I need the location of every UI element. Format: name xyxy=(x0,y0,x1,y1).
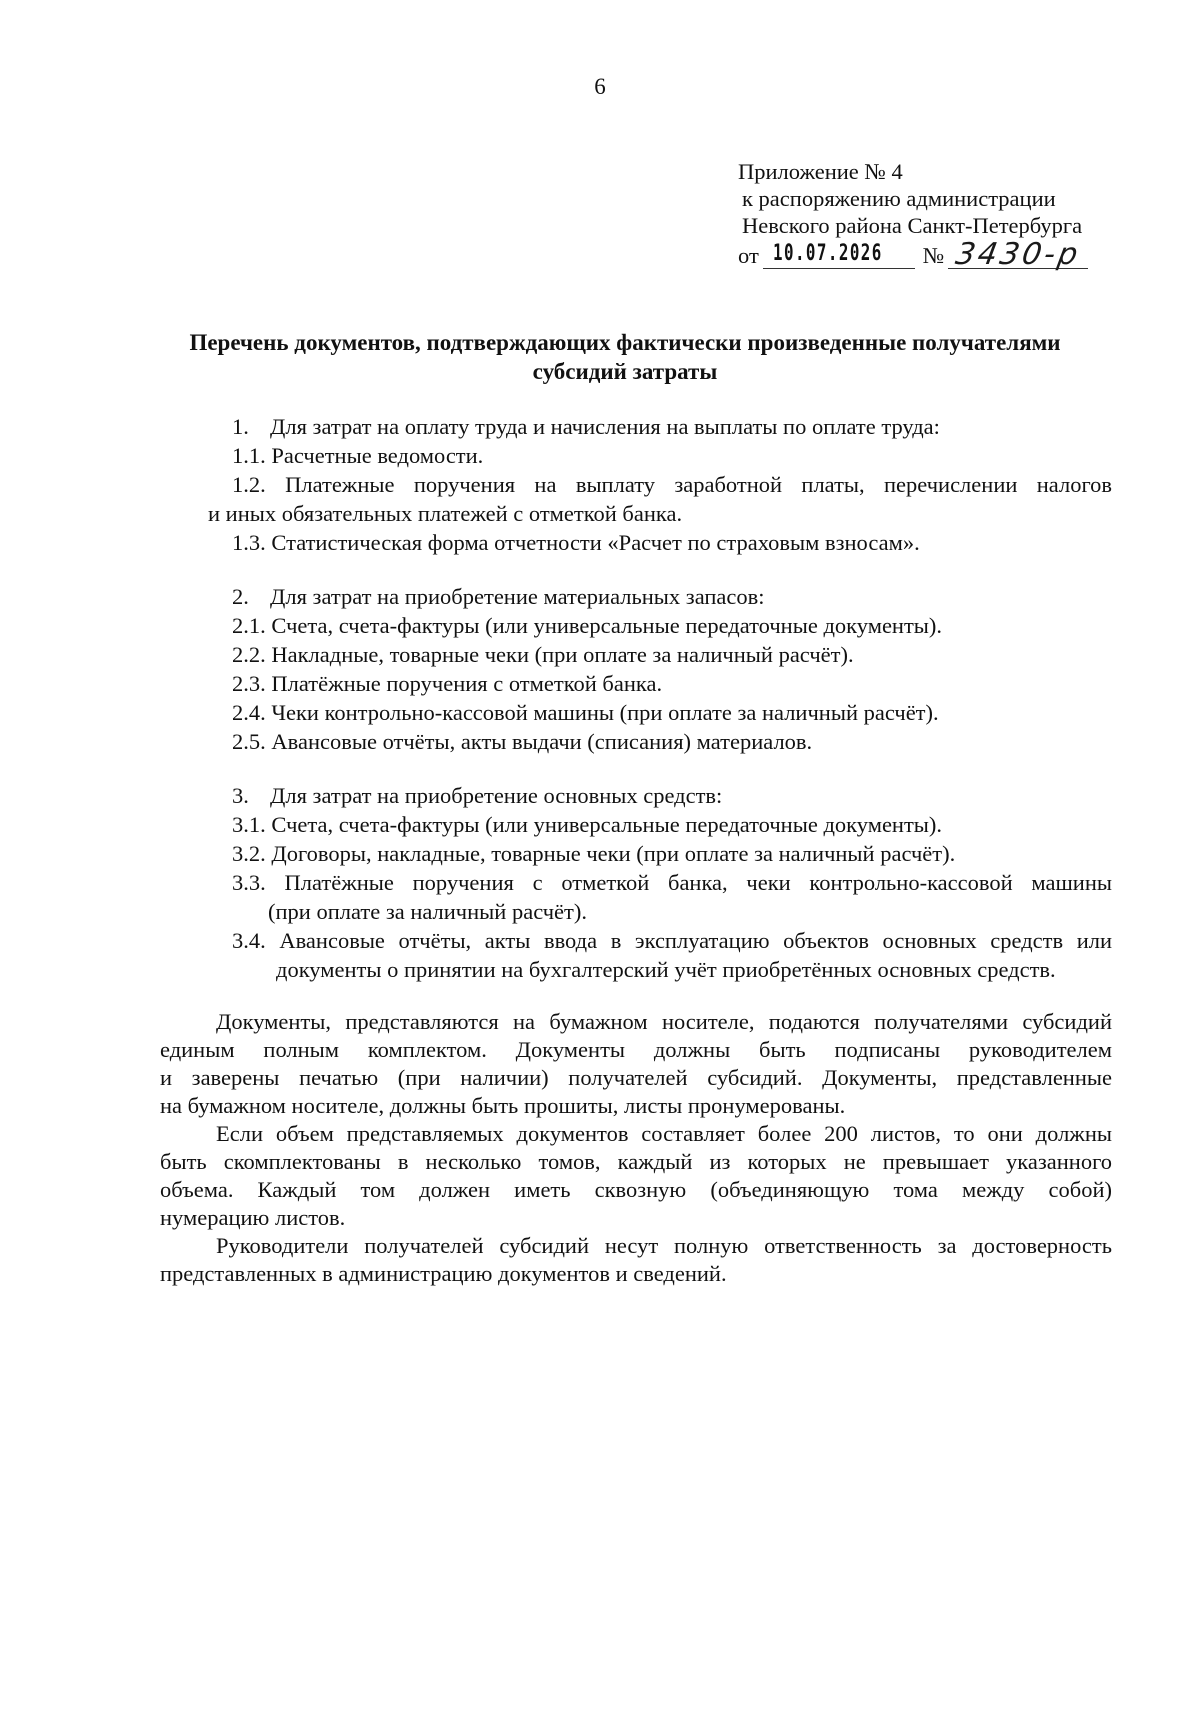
document-title xyxy=(150,328,1100,386)
paragraph-line: единым полным комплектом. Документы должны быть подписаны руководителем xyxy=(160,1037,1112,1062)
list-item: 2.4. Чеки контрольно-кассовой машины (при оплате за наличный расчёт). xyxy=(232,700,939,725)
paragraph-line: нумерацию листов. xyxy=(160,1205,346,1230)
paragraph-volume xyxy=(160,1120,1112,1232)
section-heading-1: 1. Для затрат на оплату труда и начисления на выплаты по оплате труда: xyxy=(232,414,940,439)
paragraph-line: быть скомплектованы в несколько томов, каждый из которых не превышает указанного xyxy=(160,1149,1112,1174)
paragraph-line: Руководители получателей субсидий несут полную ответственность за достоверность xyxy=(216,1233,1112,1258)
paragraph-line: Документы, представляются на бумажном носителе, подаются получателями субсидий xyxy=(216,1009,1112,1034)
list-item: 3.4. Авансовые отчёты, акты ввода в эксплуатацию объектов основных средств или xyxy=(232,928,1112,953)
paragraph-line: и заверены печатью (при наличии) получателей субсидий. Документы, представленные xyxy=(160,1065,1112,1090)
number-field xyxy=(948,237,1088,272)
documents-list xyxy=(208,412,1112,984)
paragraph-responsibility xyxy=(160,1232,1112,1288)
list-item-continuation: и иных обязательных платежей с отметкой банка. xyxy=(208,501,683,526)
paragraph-line: объема. Каждый том должен иметь сквозную (объединяющую тома между собой) xyxy=(160,1177,1112,1202)
date-stamp: 10.07.2026 xyxy=(772,241,883,266)
section-heading-3: 3. Для затрат на приобретение основных средств: xyxy=(232,783,723,808)
title-line: Перечень документов, подтверждающих фактически произведенные получателями xyxy=(189,330,1061,355)
list-item: 2.3. Платёжные поручения с отметкой банка. xyxy=(232,671,663,696)
list-item: 3.3. Платёжные поручения с отметкой банка, чеки контрольно-кассовой машины xyxy=(232,870,1112,895)
paragraph-line: представленных в администрацию документов и сведений. xyxy=(160,1261,727,1286)
list-item: 1.1. Расчетные ведомости. xyxy=(232,443,484,468)
date-field xyxy=(763,241,915,269)
annex-line: к распоряжению администрации xyxy=(742,186,1056,211)
list-item: 2.5. Авансовые отчёты, акты выдачи (списания) материалов. xyxy=(232,729,813,754)
list-item: 3.1. Счета, счета-фактуры (или универсальные передаточные документы). xyxy=(232,812,943,837)
list-item: 1.2. Платежные поручения на выплату заработной платы, перечислении налогов xyxy=(232,472,1112,497)
number-label: № xyxy=(922,243,945,268)
paragraph-line: на бумажном носителе, должны быть прошиты, листы пронумерованы. xyxy=(160,1093,846,1118)
list-item: 2.1. Счета, счета-фактуры (или универсальные передаточные документы). xyxy=(232,613,943,638)
page-number: 6 xyxy=(594,74,606,99)
annex-date-line xyxy=(738,237,1158,272)
handwritten-number: 3430-р xyxy=(953,237,1084,272)
list-item: 3.2. Договоры, накладные, товарные чеки (при оплате за наличный расчёт). xyxy=(232,841,956,866)
paragraph-submission xyxy=(160,1008,1112,1120)
section-heading-2: 2. Для затрат на приобретение материальных запасов: xyxy=(232,584,765,609)
from-label: от xyxy=(738,243,759,268)
list-item-continuation: документы о принятии на бухгалтерский учёт приобретённых основных средств. xyxy=(276,957,1056,982)
list-item: 2.2. Накладные, товарные чеки (при оплате за наличный расчёт). xyxy=(232,642,854,667)
list-item: 1.3. Статистическая форма отчетности «Расчет по страховым взносам». xyxy=(232,530,920,555)
annex-line: Невского района Санкт-Петербурга xyxy=(742,213,1083,238)
annex-header xyxy=(738,158,1158,272)
paragraph-line: Если объем представляемых документов составляет более 200 листов, то они должны xyxy=(216,1121,1112,1146)
annex-title: Приложение № 4 xyxy=(738,159,903,184)
title-line: субсидий затраты xyxy=(532,359,718,384)
list-item-continuation: (при оплате за наличный расчёт). xyxy=(268,899,587,924)
